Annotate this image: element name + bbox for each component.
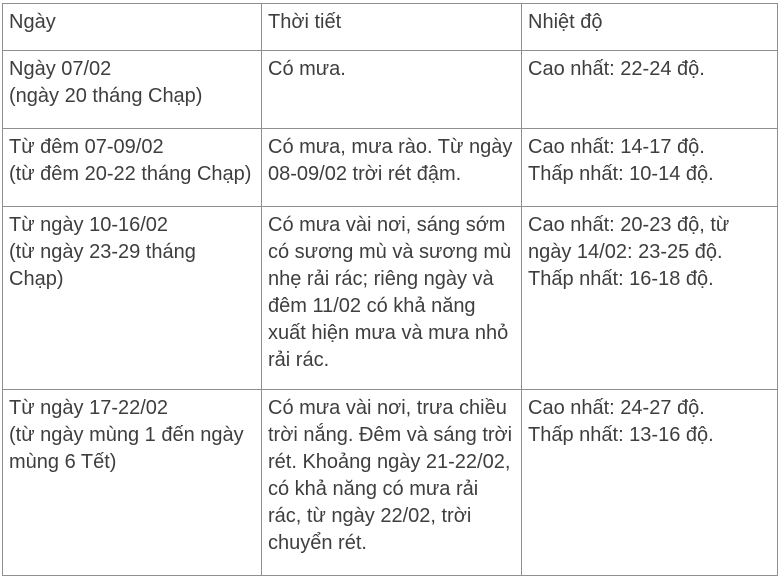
column-header-day: Ngày: [3, 4, 262, 51]
temperature-line: Thấp nhất: 10-14 độ.: [528, 163, 714, 185]
day-line: Từ đêm 07-09/02: [9, 136, 164, 158]
temperature-line: Cao nhất: 14-17 độ.: [528, 136, 705, 158]
weather-cell: [262, 51, 522, 129]
weather-text: Có mưa vài nơi, trưa chiều trời nắng. Đêm và sáng trời rét. Khoảng ngày 21-22/02, có khả năng có mưa rải rác, từ ngày 22/02, trời chuyển rét.: [268, 397, 513, 554]
day-line: Từ ngày 10-16/02: [9, 214, 169, 236]
temperature-line: Cao nhất: 24-27 độ.: [528, 397, 705, 419]
temperature-cell: [522, 390, 778, 576]
header-row: [3, 4, 778, 51]
day-line: (từ ngày mùng 1 đến ngày mùng 6 Tết): [9, 424, 244, 473]
table-row: [3, 51, 778, 129]
temperature-line: Cao nhất: 22-24 độ.: [528, 58, 705, 80]
weather-cell: [262, 207, 522, 390]
temperature-cell: [522, 207, 778, 390]
table-row: [3, 207, 778, 390]
day-cell: [3, 390, 262, 576]
table-row: [3, 390, 778, 576]
weather-text: Có mưa, mưa rào. Từ ngày 08-09/02 trời rét đậm.: [268, 136, 513, 185]
weather-text: Có mưa vài nơi, sáng sớm có sương mù và sương mù nhẹ rải rác; riêng ngày và đêm 11/02 có khả năng xuất hiện mưa và mưa nhỏ rải rác.: [268, 214, 512, 371]
temperature-cell: [522, 51, 778, 129]
temperature-line: Thấp nhất: 16-18 độ.: [528, 268, 714, 290]
day-cell: [3, 207, 262, 390]
day-cell: [3, 51, 262, 129]
column-header-temperature: Nhiệt độ: [522, 4, 778, 51]
weather-forecast-table: [2, 3, 778, 576]
column-header-weather: Thời tiết: [262, 4, 522, 51]
weather-cell: [262, 390, 522, 576]
temperature-cell: [522, 129, 778, 207]
day-line: (từ đêm 20-22 tháng Chạp): [9, 163, 252, 185]
weather-text: Có mưa.: [268, 58, 346, 80]
temperature-line: Thấp nhất: 13-16 độ.: [528, 424, 714, 446]
weather-cell: [262, 129, 522, 207]
table-row: [3, 129, 778, 207]
day-line: Ngày 07/02: [9, 58, 112, 80]
temperature-line: Cao nhất: 20-23 độ, từ ngày 14/02: 23-25 độ.: [528, 214, 730, 263]
day-cell: [3, 129, 262, 207]
day-line: Từ ngày 17-22/02: [9, 397, 169, 419]
day-line: (ngày 20 tháng Chạp): [9, 85, 203, 107]
day-line: (từ ngày 23-29 tháng Chạp): [9, 241, 196, 290]
